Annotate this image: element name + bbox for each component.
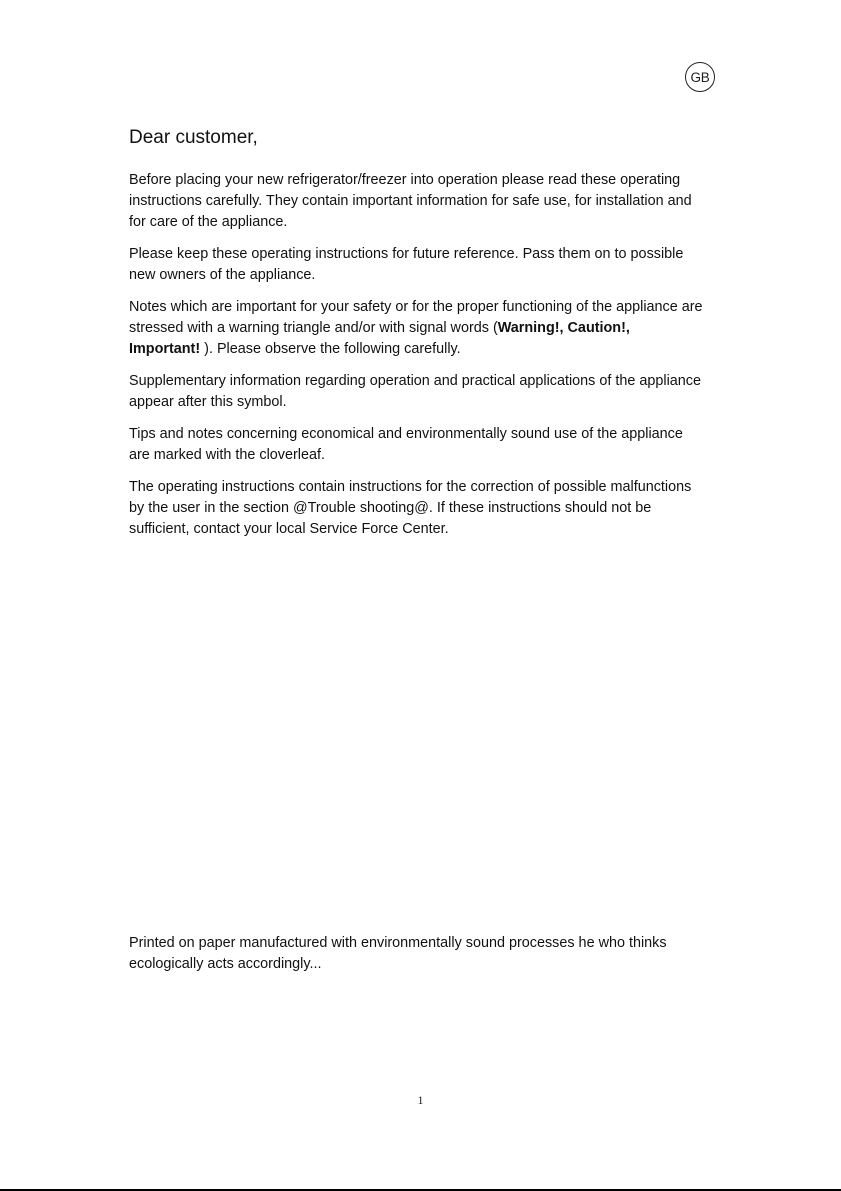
paragraph-environment-tips: Tips and notes concerning economical and environmentally sound use of the appliance are marked with the cloverleaf. [129,426,683,463]
paragraph-troubleshooting: The operating instructions contain instructions for the correction of possible malfunctions by the user in the section @Trouble shooting@. If these instructions should not be sufficient, contact your local Service Force Center. [129,479,692,537]
safety-notes-text-end: ). Please observe the following carefully. [200,341,461,357]
paragraph-keep-instructions: Please keep these operating instructions for future reference. Pass them on to possible new owners of the appliance. [129,246,684,283]
paragraph-supplementary-info: Supplementary information regarding operation and practical applications of the appliance appear after this symbol. [129,373,701,410]
paragraph-safety-notes [129,297,704,360]
greeting-heading: Dear customer, [129,127,258,148]
page-number: 1 [417,1093,424,1107]
language-badge: GB [685,62,715,92]
paragraph-intro: Before placing your new refrigerator/freezer into operation please read these operating instructions carefully. They contain important information for safe use, for installation and for care of the appliance. [129,172,692,230]
signal-words: Warning!, Caution!, Important! [129,320,630,357]
safety-notes-text-start: Notes which are important for your safety or for the proper functioning of the appliance are stressed with a warning triangle and/or with signal words ( [129,299,703,336]
document-body [129,125,704,551]
footer-note: Printed on paper manufactured with environmentally sound processes he who thinks ecologically acts accordingly... [129,935,667,972]
